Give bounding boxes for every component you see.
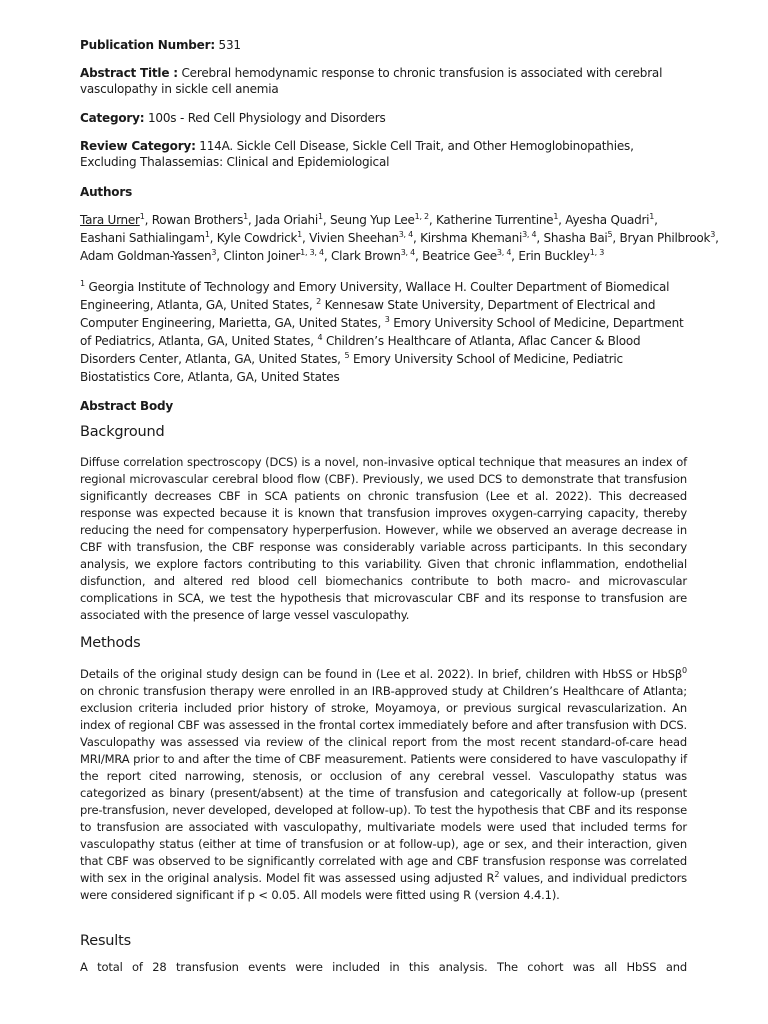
author-name: Ayesha Quadri <box>565 213 650 227</box>
author-name: Kirshma Khemani <box>420 231 523 245</box>
review-category-label: Review Category: <box>80 139 196 153</box>
author-name: Tara Urner <box>80 213 140 227</box>
author-affiliation-ref: 5 <box>607 230 613 239</box>
author-affiliation-ref: 3, 4 <box>398 230 413 239</box>
author-name: Kyle Cowdrick <box>216 231 298 245</box>
author-name: Shasha Bai <box>543 231 608 245</box>
affiliation-text: Kennesaw State University, Department of Electrical and Computer Engineering, Marietta, GA, United States, <box>80 298 656 330</box>
author-affiliation-ref: 3 <box>211 248 217 257</box>
publication-number-label: Publication Number: <box>80 38 215 52</box>
affiliation-text: Emory University School of Medicine, Pediatric Biostatistics Core, Atlanta, GA, United States <box>80 352 623 384</box>
results-paragraph: A total of 28 transfusion events were included in this analysis. The cohort was all HbSS and <box>80 960 687 974</box>
author-name: Erin Buckley <box>518 249 590 263</box>
affiliation-number: 2 <box>316 297 322 306</box>
background-paragraph: Diffuse correlation spectroscopy (DCS) is a novel, non-invasive optical technique that measures an index of regional microvascular cerebral blood flow (CBF). Previously, we used DCS to demonstrate that transfusion significantly decreases CBF in SCA patients on chronic transfusion (Lee et al. 2022). This decreased response was expected because it is known that transfusion improves oxygen-carrying capacity, thereby reducing the need for compensatory hyperperfusion. However, while we observed an average decrease in CBF with transfusion, the CBF response was considerably variable across participants. In this secondary analysis, we explore factors contributing to this variability. Given that chronic inflammation, endothelial disfunction, and altered red blood cell biomechanics contribute to both macro- and microvascular complications in SCA, we test the hypothesis that microvascular CBF and its response to transfusion are associated with the presence of large vessel vasculopathy. <box>80 455 687 622</box>
abstract-title-label: Abstract Title : <box>80 66 178 80</box>
author-name: Seung Yup Lee <box>329 213 415 227</box>
review-category <box>80 138 687 170</box>
author-affiliation-ref: 3, 4 <box>522 230 537 239</box>
category-value: 100s - Red Cell Physiology and Disorders <box>147 111 386 125</box>
abstract-title <box>80 65 687 97</box>
affiliation-text: Children’s Healthcare of Atlanta, Aflac Cancer & Blood Disorders Center, Atlanta, GA, United States, <box>80 334 641 366</box>
r-squared-superscript: 2 <box>494 870 500 879</box>
author-affiliation-ref: 1 <box>139 212 145 221</box>
author-name: Bryan Philbrook <box>619 231 711 245</box>
author-affiliation-ref: 1 <box>243 212 248 221</box>
background-heading: Background <box>80 424 165 440</box>
author-affiliation-ref: 1 <box>649 212 655 221</box>
affiliation-number: 4 <box>317 333 323 342</box>
author-line: Eashani Sathialingam$^1$, Kyle Cowdrick$^1$, Vivien Sheehan$^{3, 4}$, Kirshma Khemani$^{3, 4}$, Shasha Bai$^5$, Bryan Philbrook$^3$, <box>80 230 719 245</box>
authors-heading: Authors <box>80 185 133 199</box>
author-affiliation-ref: 1 <box>318 212 323 221</box>
beta-superscript: 0 <box>682 666 687 675</box>
category <box>80 110 687 126</box>
affiliation-text: Emory University School of Medicine, Department of Pediatrics, Atlanta, GA, United States, <box>80 316 684 348</box>
publication-number <box>80 37 687 53</box>
author-affiliation-ref: 3 <box>710 230 716 239</box>
affiliations <box>80 278 687 386</box>
affiliation-number: 3 <box>384 315 390 324</box>
author-name: Rowan Brothers <box>151 213 244 227</box>
author-affiliation-ref: 3, 4 <box>400 248 415 257</box>
category-label: Category: <box>80 111 145 125</box>
review-category-value: 114A. Sickle Cell Disease, Sickle Cell Trait, and Other Hemoglobinopathies, Excluding Thalassemias: Clinical and Epidemiological <box>80 139 634 169</box>
abstract-body-heading: Abstract Body <box>80 399 174 413</box>
author-list <box>80 211 719 265</box>
abstract-title-value: Cerebral hemodynamic response to chronic transfusion is associated with cerebral vasculopathy in sickle cell anemia <box>80 66 663 96</box>
author-name: Beatrice Gee <box>422 249 497 263</box>
author-affiliation-ref: 3, 4 <box>496 248 512 257</box>
author-affiliation-ref: 1 <box>297 230 302 239</box>
author-name: Adam Goldman-Yassen <box>80 249 212 263</box>
author-affiliation-ref: 1, 3, 4 <box>300 248 324 257</box>
publication-number-value: 531 <box>218 38 241 52</box>
author-affiliation-ref: 1 <box>553 212 559 221</box>
author-name: Katherine Turrentine <box>436 213 554 227</box>
author-name: Clark Brown <box>331 249 401 263</box>
author-name: Clinton Joiner <box>223 249 301 263</box>
results-heading: Results <box>80 933 131 949</box>
author-affiliation-ref: 1, 3 <box>589 248 605 257</box>
author-name: Eashani Sathialingam <box>80 231 205 245</box>
author-name: Vivien Sheehan <box>309 231 399 245</box>
methods-heading: Methods <box>80 635 141 651</box>
author-line: Tara Urner$^1$, Rowan Brothers$^1$, Jada Oriahi$^1$, Seung Yup Lee$^{1, 2}$, Katherine Turrentine$^1$, Ayesha Quadri$^1$, <box>80 212 658 227</box>
affiliation-text: Georgia Institute of Technology and Emory University, Wallace H. Coulter Department of Biomedical Engineering, Atlanta, GA, United States, <box>80 280 670 312</box>
affiliation-number: 1 <box>80 279 85 288</box>
author-name: Jada Oriahi <box>255 213 318 227</box>
author-affiliation-ref: 1, 2 <box>414 212 429 221</box>
affiliation-number: 5 <box>344 351 350 360</box>
author-affiliation-ref: 1 <box>204 230 210 239</box>
author-line: Adam Goldman-Yassen$^3$, Clinton Joiner$^{1, 3, 4}$, Clark Brown$^{3, 4}$, Beatrice Gee$^{3, 4}$, Erin Buckley$^{1, 3}$ <box>80 248 605 263</box>
methods-paragraph: Details of the original study design can be found in (Lee et al. 2022). In brief, children with HbSS or HbSβ$^0$ on chronic transfusion therapy were enrolled in an IRB-approved study at Children’s Healthcare of Atlanta; exclusion criteria included prior history of stroke, Moyamoya, or previous surgical revascularization. An index of regional CBF was assessed in the frontal cortex immediately before and after transfusion with DCS. Vasculopathy was assessed via review of the clinical report from the most recent standard-of-care head MRI/MRA prior to and after the time of CBF measurement. Patients were considered to have vasculopathy if the report cited narrowing, stenosis, or occlusion of any cerebral vessel. Vasculopathy status was categorized as binary (present/absent) at the time of transfusion and categorically at follow-up (present pre-transfusion, never developed, developed at follow-up). To test the hypothesis that CBF and its response to transfusion are associated with vasculopathy, multivariate models were used that included terms for vasculopathy status (either at time of transfusion or at follow-up), age or sex, and their interaction, given that CBF was observed to be significantly correlated with age and CBF transfusion response was correlated with sex in the original analysis. Model fit was assessed using adjusted $R^2$ values, and individual predictors were considered significant if p < 0.05. All models were fitted using R (version 4.4.1). <box>80 666 688 902</box>
